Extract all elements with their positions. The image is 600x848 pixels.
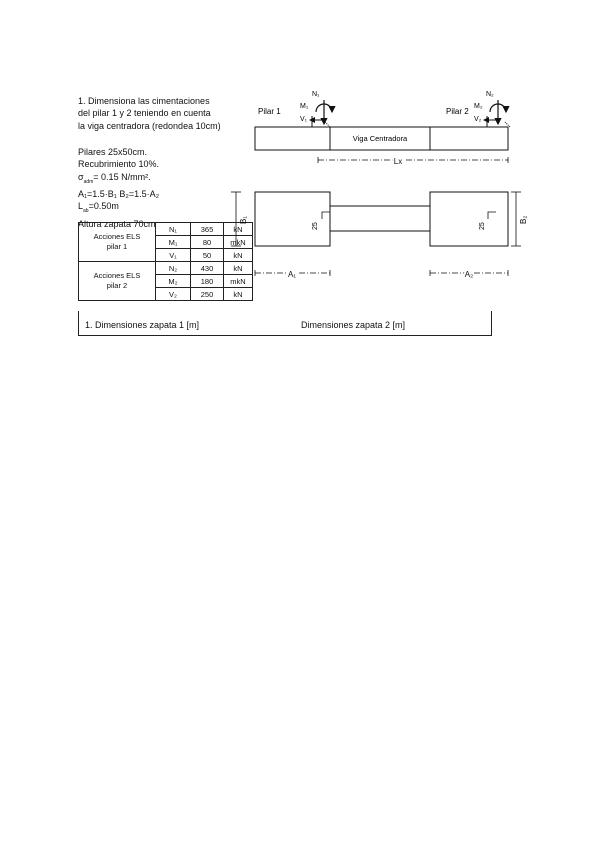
pilar-1-section-mark [322,212,330,219]
a2-dimension [430,270,508,279]
table-cell-symbol: N₁ [156,223,191,236]
viga-label: Viga Centradora [352,134,408,143]
table-cell-value: 365 [191,223,224,236]
axis-line-2 [505,122,510,127]
altura-text: Altura zapata 70cm [78,218,156,229]
n2-label: N₂ [486,91,494,98]
sigma-subscript: adm [83,178,94,185]
table-cell-symbol: V₁ [156,249,191,262]
dim-25-right: 25 [479,222,486,230]
table-cell-unit: kN [224,262,253,275]
table-cell-value: 50 [191,249,224,262]
zapata-1-outline [255,192,330,246]
recubrimiento-text: Recubrimiento 10%. [78,159,160,170]
lab-subscript: ab [83,208,89,215]
problem-line-1: 1. Dimensiona las cimentaciones [78,96,210,106]
table-cell-symbol: M₁ [156,236,191,249]
table-cell-unit: kN [224,223,253,236]
lx-dimension [318,157,508,166]
zapata-2-outline [430,192,508,246]
b1-label: B₁ [239,215,248,224]
pilar-1-label: Pilar 1 [258,107,281,116]
group-pilar-1: Acciones ELS pilar 1 [79,223,156,262]
table-cell-symbol: N₂ [156,262,191,275]
group-pilar-2: Acciones ELS pilar 2 [79,262,156,301]
dim-25-left: 25 [312,222,319,230]
v1-label: V₁ [300,116,308,123]
sigma-value: = 0.15 N/mm². [93,171,151,182]
table-cell-value: 250 [191,288,224,301]
problem-line-3: la viga centradora (redondea 10cm) [78,120,221,131]
table-cell-value: 180 [191,275,224,288]
zapata-2-answer-label: Dimensiones zapata 2 [m] [301,320,406,330]
a2-label: A₂ [464,270,474,279]
a1-label: A₁ [287,270,297,279]
axis-line-1 [325,122,330,127]
lx-label: Lx [393,157,403,166]
sigma-symbol: σ [78,171,84,182]
zapata-1-answer-label: 1. Dimensiones zapata 1 [m] [85,320,200,330]
table-cell-unit: kN [224,249,253,262]
m2-label: M₂ [474,103,483,110]
table-cell-symbol: M₂ [156,275,191,288]
pilar-2-loads [446,91,506,124]
relations-text: A₁=1.5·B₁ B₂=1.5·A₂ [78,189,160,200]
b1-dimension [231,192,248,246]
table-cell-symbol: V₂ [156,288,191,301]
table-cell-unit: mkN [224,275,253,288]
pilar-1-loads [258,91,332,124]
b2-dimension [511,192,528,246]
elevation-view [255,116,510,150]
table-cell-unit: mkN [224,236,253,249]
pilar-2-label: Pilar 2 [446,107,469,116]
table-cell-value: 430 [191,262,224,275]
table-cell-unit: kN [224,288,253,301]
v2-label: V₂ [474,116,482,123]
b2-label: B₂ [519,215,528,224]
pilar-2-section-mark [488,212,496,219]
lab-symbol: L [78,201,84,212]
plan-view [255,192,508,246]
a1-dimension [255,270,330,279]
lab-value: =0.50m [88,201,119,212]
problem-line-2: del pilar 1 y 2 teniendo en cuenta [78,108,211,119]
table-cell-value: 80 [191,236,224,249]
pilares-text: Pilares 25x50cm. [78,147,148,157]
n1-label: N₁ [312,91,320,98]
m1-label: M₁ [300,103,309,110]
answer-box [78,311,492,336]
